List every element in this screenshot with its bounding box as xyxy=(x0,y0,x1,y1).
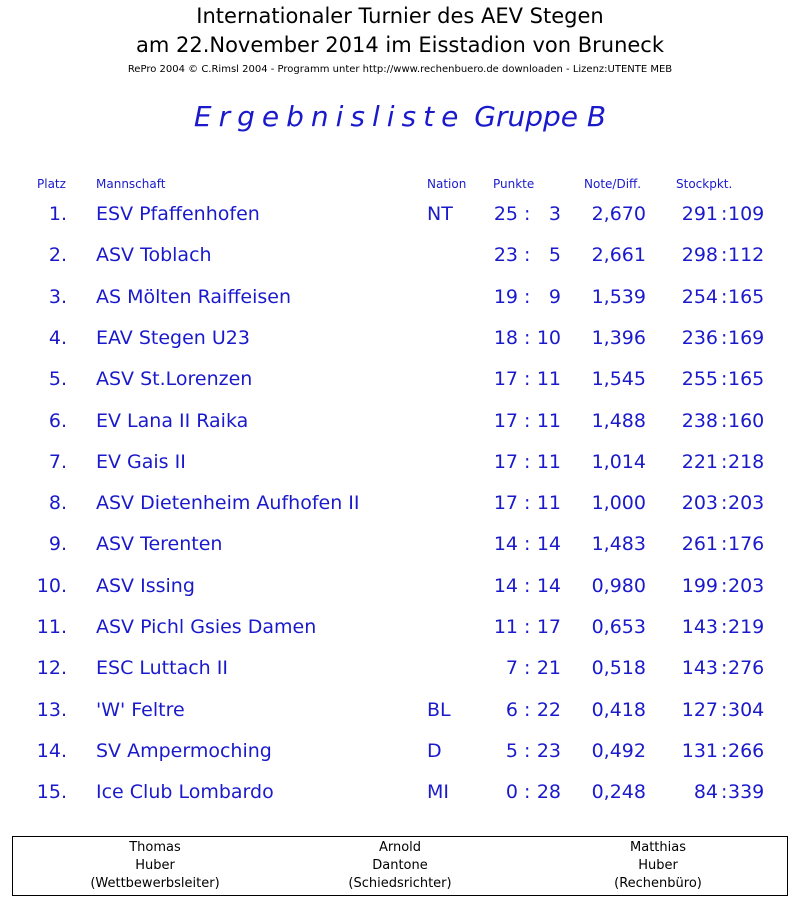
note-cell: 1,014 xyxy=(591,450,646,473)
points-lost-cell: 14 xyxy=(536,574,561,597)
signature-1 xyxy=(55,839,255,893)
team-cell: EAV Stegen U23 xyxy=(96,326,250,349)
stock-separator: : xyxy=(721,409,728,432)
team-cell: ASV St.Lorenzen xyxy=(96,368,253,391)
points-separator: : xyxy=(524,616,531,638)
points-lost-cell: 3 xyxy=(548,203,561,225)
table-row xyxy=(0,616,800,646)
stock-against-cell: 203 xyxy=(728,574,765,597)
stock-for-cell: 254 xyxy=(681,285,718,308)
team-cell: ASV Dietenheim Aufhofen II xyxy=(96,492,360,515)
platz-cell: 11. xyxy=(36,616,67,638)
points-won-cell: 14 xyxy=(493,574,518,597)
signature-role: (Wettbewerbsleiter) xyxy=(90,876,220,891)
note-cell: 1,488 xyxy=(591,409,646,432)
platz-cell: 12. xyxy=(36,657,67,680)
points-separator: : xyxy=(524,409,531,432)
table-row xyxy=(0,368,800,398)
note-cell: 0,418 xyxy=(591,698,646,721)
note-cell: 1,539 xyxy=(591,285,646,308)
points-lost-cell: 10 xyxy=(536,326,561,349)
platz-cell: 13. xyxy=(36,698,67,721)
signature-last-name: Dantone xyxy=(372,858,428,873)
team-cell: ASV Toblach xyxy=(96,244,212,267)
points-won-cell: 11 xyxy=(493,616,518,638)
note-cell: 0,653 xyxy=(591,616,646,638)
points-lost-cell: 5 xyxy=(548,244,561,267)
stock-separator: : xyxy=(721,739,728,762)
stock-separator: : xyxy=(721,203,728,225)
column-header-platz: Platz xyxy=(37,177,66,191)
column-header-nation: Nation xyxy=(427,177,467,191)
platz-cell: 14. xyxy=(36,739,67,762)
stock-for-cell: 261 xyxy=(681,533,718,556)
points-lost-cell: 21 xyxy=(536,657,561,680)
note-cell: 0,518 xyxy=(591,657,646,680)
team-cell: Ice Club Lombardo xyxy=(96,781,274,804)
points-won-cell: 17 xyxy=(493,450,518,473)
points-won-cell: 0 xyxy=(505,781,518,804)
points-won-cell: 5 xyxy=(505,739,518,762)
team-cell: 'W' Feltre xyxy=(96,698,185,721)
stock-for-cell: 298 xyxy=(681,244,718,267)
team-cell: EV Lana II Raika xyxy=(96,409,249,432)
table-row xyxy=(0,410,800,440)
signature-last-name: Huber xyxy=(638,858,678,873)
stock-separator: : xyxy=(721,574,728,597)
stock-against-cell: 165 xyxy=(728,285,765,308)
nation-cell: BL xyxy=(427,698,451,721)
table-row xyxy=(0,327,800,357)
platz-cell: 10. xyxy=(36,574,67,597)
team-cell: EV Gais II xyxy=(96,450,186,473)
title-line-2: am 22.November 2014 im Eisstadion von Bruneck xyxy=(135,33,665,57)
stock-against-cell: 266 xyxy=(728,739,765,762)
stock-for-cell: 238 xyxy=(681,409,718,432)
platz-cell: 1. xyxy=(48,203,67,225)
platz-cell: 15. xyxy=(36,781,67,804)
stock-for-cell: 203 xyxy=(681,492,718,515)
stock-against-cell: 165 xyxy=(728,368,765,391)
stock-for-cell: 127 xyxy=(681,698,718,721)
platz-cell: 4. xyxy=(48,326,67,349)
team-cell: ASV Issing xyxy=(96,574,195,597)
stock-separator: : xyxy=(721,326,728,349)
table-row xyxy=(0,575,800,605)
note-cell: 1,545 xyxy=(591,368,646,391)
points-won-cell: 17 xyxy=(493,409,518,432)
points-separator: : xyxy=(524,698,531,721)
table-row xyxy=(0,492,800,522)
points-lost-cell: 22 xyxy=(536,698,561,721)
table-row xyxy=(0,203,800,233)
stock-for-cell: 255 xyxy=(681,368,718,391)
points-separator: : xyxy=(524,450,531,473)
points-won-cell: 7 xyxy=(505,657,518,680)
table-row xyxy=(0,699,800,729)
signature-first-name: Matthias xyxy=(630,840,686,855)
note-cell: 0,492 xyxy=(591,739,646,762)
platz-cell: 3. xyxy=(48,285,67,308)
note-cell: 1,483 xyxy=(591,533,646,556)
stock-separator: : xyxy=(721,781,728,804)
column-header-note: Note/Diff. xyxy=(584,177,642,191)
stock-against-cell: 169 xyxy=(728,326,765,349)
stock-separator: : xyxy=(721,450,728,473)
points-lost-cell: 9 xyxy=(548,285,561,308)
stock-for-cell: 143 xyxy=(681,657,718,680)
stock-separator: : xyxy=(721,533,728,556)
points-separator: : xyxy=(524,285,531,308)
stock-separator: : xyxy=(721,492,728,515)
team-cell: SV Ampermoching xyxy=(96,739,272,762)
platz-cell: 9. xyxy=(48,533,67,556)
stock-against-cell: 304 xyxy=(728,698,765,721)
points-separator: : xyxy=(524,244,531,267)
stock-for-cell: 84 xyxy=(693,781,718,804)
points-separator: : xyxy=(524,533,531,556)
points-separator: : xyxy=(524,781,531,804)
signature-role: (Schiedsrichter) xyxy=(348,876,452,891)
signature-last-name: Huber xyxy=(135,858,175,873)
note-cell: 2,670 xyxy=(591,203,646,225)
points-separator: : xyxy=(524,739,531,762)
points-won-cell: 14 xyxy=(493,533,518,556)
list-title-main: Ergebnisliste xyxy=(193,100,466,133)
stock-against-cell: 339 xyxy=(728,781,765,804)
points-separator: : xyxy=(524,657,531,680)
team-cell: ASV Terenten xyxy=(96,533,223,556)
credit-line: RePro 2004 © C.Rimsl 2004 - Programm unter http://www.rechenbuero.de downloaden - Lizenz:UTENTE MEB xyxy=(127,64,673,75)
stock-against-cell: 218 xyxy=(728,450,765,473)
table-row xyxy=(0,286,800,316)
stock-for-cell: 291 xyxy=(681,203,718,225)
column-header-stock: Stockpkt. xyxy=(676,177,733,191)
signature-box xyxy=(12,836,788,896)
note-cell: 0,248 xyxy=(591,781,646,804)
list-title xyxy=(0,100,800,133)
stock-separator: : xyxy=(721,244,728,267)
points-separator: : xyxy=(524,326,531,349)
stock-separator: : xyxy=(721,616,728,638)
points-won-cell: 19 xyxy=(493,285,518,308)
stock-against-cell: 160 xyxy=(728,409,765,432)
stock-against-cell: 276 xyxy=(728,657,765,680)
points-lost-cell: 17 xyxy=(536,616,561,638)
nation-cell: NT xyxy=(427,203,453,225)
title-line-1: Internationaler Turnier des AEV Stegen xyxy=(196,4,604,28)
list-title-group: Gruppe B xyxy=(474,100,607,133)
signature-first-name: Thomas xyxy=(129,840,181,855)
points-won-cell: 25 xyxy=(493,203,518,225)
column-header-team: Mannschaft xyxy=(96,177,166,191)
team-cell: ASV Pichl Gsies Damen xyxy=(96,616,317,638)
stock-separator: : xyxy=(721,698,728,721)
stock-against-cell: 203 xyxy=(728,492,765,515)
points-lost-cell: 11 xyxy=(536,368,561,391)
table-row xyxy=(0,657,800,687)
note-cell: 1,396 xyxy=(591,326,646,349)
stock-against-cell: 176 xyxy=(728,533,765,556)
points-won-cell: 23 xyxy=(493,244,518,267)
points-lost-cell: 11 xyxy=(536,450,561,473)
platz-cell: 5. xyxy=(48,368,67,391)
stock-against-cell: 112 xyxy=(728,244,765,267)
points-lost-cell: 23 xyxy=(536,739,561,762)
stock-for-cell: 199 xyxy=(681,574,718,597)
stock-for-cell: 221 xyxy=(681,450,718,473)
nation-cell: D xyxy=(427,739,442,762)
points-lost-cell: 14 xyxy=(536,533,561,556)
stock-separator: : xyxy=(721,657,728,680)
points-lost-cell: 11 xyxy=(536,492,561,515)
points-won-cell: 18 xyxy=(493,326,518,349)
points-lost-cell: 11 xyxy=(536,409,561,432)
points-separator: : xyxy=(524,203,531,225)
team-cell: ESC Luttach II xyxy=(96,657,228,680)
points-separator: : xyxy=(524,492,531,515)
platz-cell: 8. xyxy=(48,492,67,515)
table-row xyxy=(0,781,800,811)
table-row xyxy=(0,533,800,563)
stock-separator: : xyxy=(721,368,728,391)
platz-cell: 6. xyxy=(48,409,67,432)
platz-cell: 7. xyxy=(48,450,67,473)
points-lost-cell: 28 xyxy=(536,781,561,804)
table-row xyxy=(0,244,800,274)
points-separator: : xyxy=(524,574,531,597)
platz-cell: 2. xyxy=(48,244,67,267)
signature-3 xyxy=(558,839,758,893)
team-cell: AS Mölten Raiffeisen xyxy=(96,285,292,308)
note-cell: 0,980 xyxy=(591,574,646,597)
signature-role: (Rechenbüro) xyxy=(614,876,702,891)
points-won-cell: 17 xyxy=(493,492,518,515)
points-separator: : xyxy=(524,368,531,391)
stock-against-cell: 109 xyxy=(728,203,765,225)
stock-for-cell: 143 xyxy=(681,616,718,638)
nation-cell: MI xyxy=(427,781,449,804)
stock-for-cell: 236 xyxy=(681,326,718,349)
signature-2 xyxy=(300,839,500,893)
points-won-cell: 17 xyxy=(493,368,518,391)
team-cell: ESV Pfaffenhofen xyxy=(96,203,260,225)
stock-against-cell: 219 xyxy=(728,616,765,638)
note-cell: 2,661 xyxy=(591,244,646,267)
table-row xyxy=(0,451,800,481)
table-row xyxy=(0,740,800,770)
stock-for-cell: 131 xyxy=(681,739,718,762)
signature-first-name: Arnold xyxy=(378,840,422,855)
note-cell: 1,000 xyxy=(591,492,646,515)
points-won-cell: 6 xyxy=(505,698,518,721)
column-header-punkte: Punkte xyxy=(493,177,535,191)
stock-separator: : xyxy=(721,285,728,308)
